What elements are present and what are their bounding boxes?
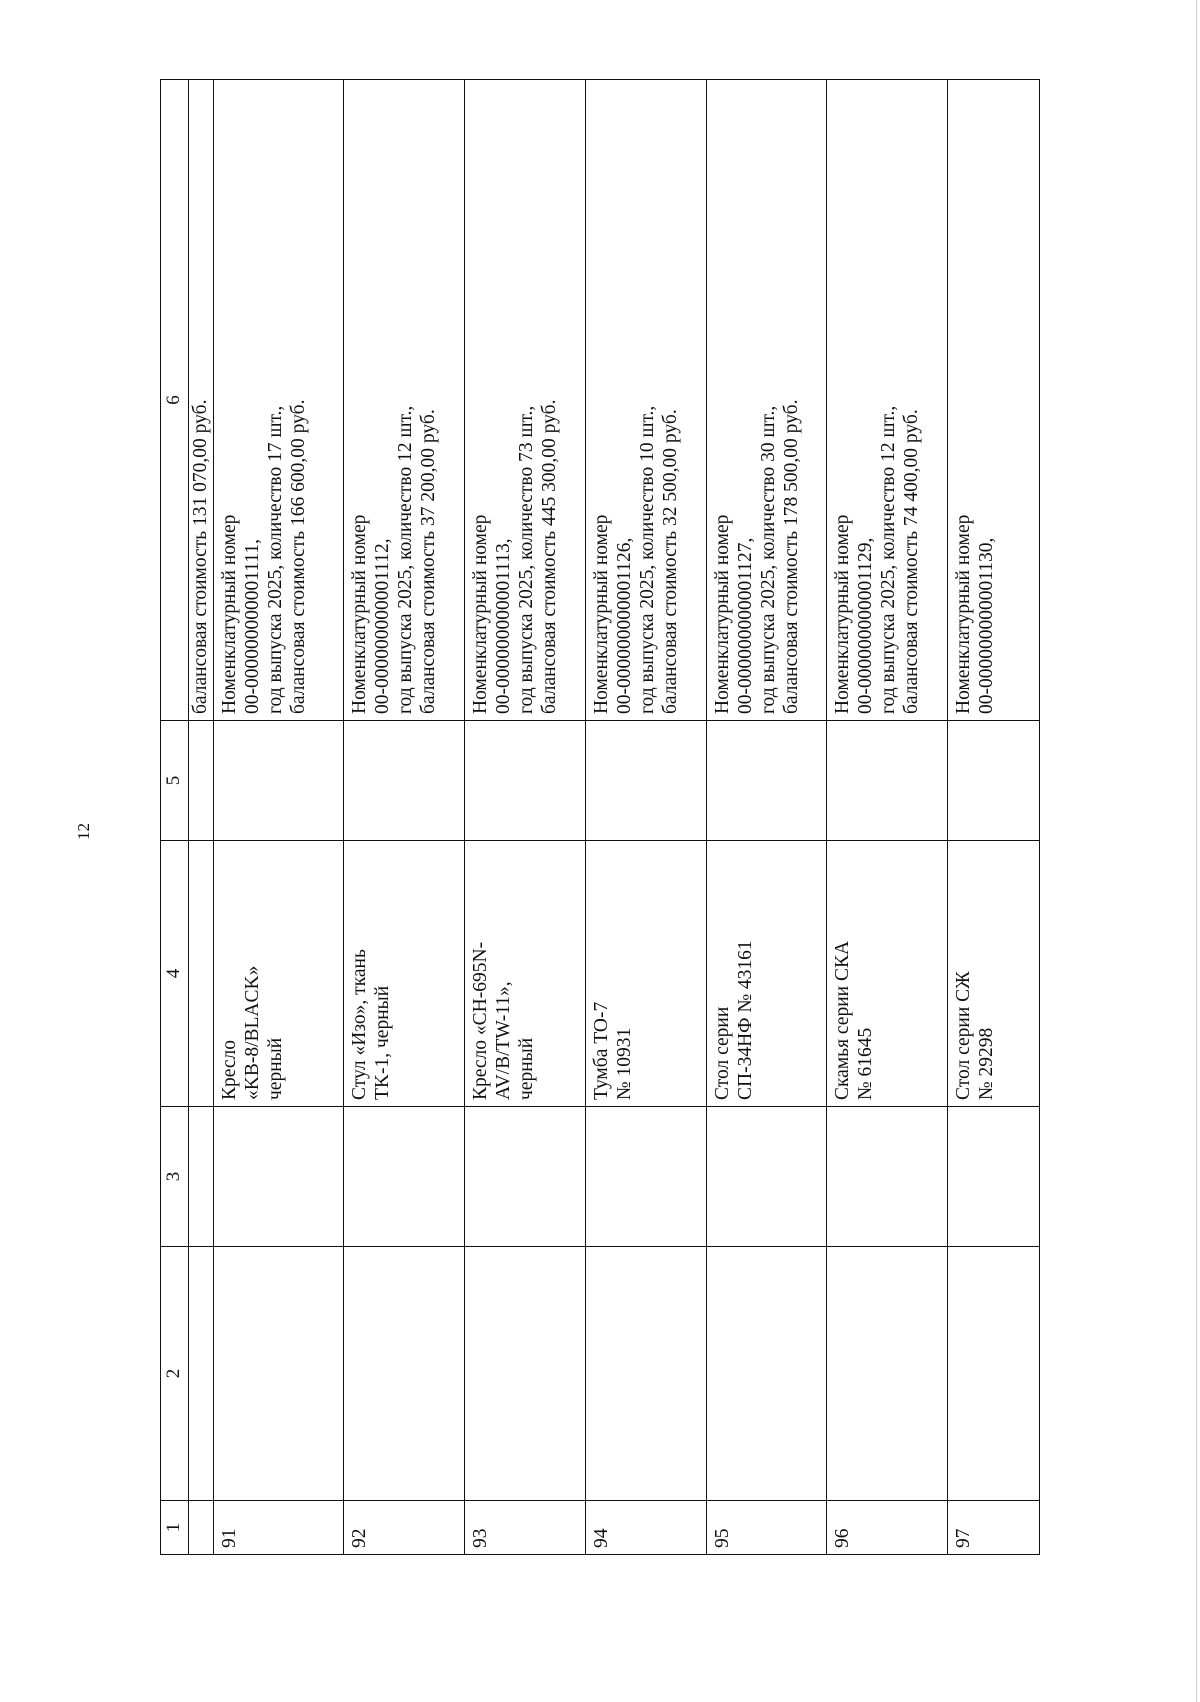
scan-edge-line [1196, 0, 1197, 1702]
item-info-line: год выпуска 2025, количество 12 шт., [878, 405, 900, 714]
item-info-line: балансовая стоимость 178 500,00 руб. [780, 399, 802, 714]
column-header: 3 [161, 1107, 189, 1247]
row-number-cell [947, 1501, 1039, 1555]
item-info-line: Номенклатурный номер [590, 514, 612, 714]
balance-value: балансовая стоимость 131 070,00 руб. [190, 399, 212, 714]
table-cell [585, 721, 706, 841]
item-info-line: балансовая стоимость 74 400,00 руб. [901, 409, 923, 714]
item-info-line: Номенклатурный номер [952, 514, 974, 714]
table-cell [344, 721, 465, 841]
row-number-cell [585, 1501, 706, 1555]
info-cell [189, 80, 214, 721]
item-name-line: черный [264, 1037, 286, 1100]
item-info-line: 00-000000000001126, [613, 537, 635, 714]
column-header: 6 [161, 80, 189, 721]
item-info-line: балансовая стоимость 166 600,00 руб. [287, 399, 309, 714]
table-row [213, 80, 344, 1555]
column-header: 1 [161, 1501, 189, 1555]
header-row [161, 80, 189, 1555]
page-number: 12 [74, 823, 93, 840]
row-number: 91 [218, 1528, 240, 1548]
item-info-line: балансовая стоимость 445 300,00 руб. [539, 399, 561, 714]
item-name-line: TK-1, черный [372, 985, 394, 1100]
table-cell [465, 721, 586, 841]
item-name-cell [585, 841, 706, 1107]
row-number-cell [827, 1501, 948, 1555]
item-name-line: Скамья серии СКА [832, 940, 854, 1100]
row-number: 94 [590, 1528, 612, 1548]
row-number-cell [706, 1501, 827, 1555]
item-name-line: AV/B/TW-11», [493, 981, 515, 1100]
item-name-cell [465, 841, 586, 1107]
registry-table [160, 79, 1040, 1555]
item-name-line: СП-34НФ № 43161 [734, 940, 756, 1100]
continuation-row [189, 80, 214, 1555]
registry-table-body [161, 80, 1040, 1555]
table-cell [706, 1107, 827, 1247]
row-number-cell [213, 1501, 344, 1555]
table-cell [585, 1107, 706, 1247]
item-name-cell [213, 841, 344, 1107]
item-info-cell [706, 80, 827, 721]
table-cell [189, 1247, 214, 1501]
table-row [465, 80, 586, 1555]
table-cell [344, 1247, 465, 1501]
item-name-line: «KB-8/BLACK» [241, 965, 263, 1100]
item-info-cell [213, 80, 344, 721]
item-info-line: балансовая стоимость 37 200,00 руб. [418, 409, 440, 714]
item-info-line: 00-000000000001127, [734, 537, 756, 714]
item-info-line: год выпуска 2025, количество 10 шт., [636, 405, 658, 714]
table-cell [465, 1247, 586, 1501]
table-row [827, 80, 948, 1555]
item-info-line: Номенклатурный номер [711, 514, 733, 714]
table-row [947, 80, 1039, 1555]
item-name-line: № 10931 [613, 1027, 635, 1100]
table-cell [706, 721, 827, 841]
item-name-cell [827, 841, 948, 1107]
item-info-line: 00-000000000001130, [975, 537, 997, 714]
item-info-line: 00-000000000001111, [241, 539, 263, 714]
row-number: 95 [711, 1528, 733, 1548]
item-info-line: 00-000000000001129, [855, 537, 877, 714]
table-cell [189, 721, 214, 841]
item-info-cell [947, 80, 1039, 721]
item-name-line: Кресло [218, 1039, 240, 1100]
item-info-line: год выпуска 2025, количество 17 шт., [264, 405, 286, 714]
item-info-line: год выпуска 2025, количество 30 шт., [757, 405, 779, 714]
row-number: 92 [349, 1528, 371, 1548]
item-name-line: Стол серии [711, 1006, 733, 1100]
table-cell [585, 1247, 706, 1501]
item-info-cell [344, 80, 465, 721]
table-cell [213, 1107, 344, 1247]
table-cell [706, 1247, 827, 1501]
item-name-line: черный [516, 1037, 538, 1100]
item-info-line: балансовая стоимость 32 500,00 руб. [659, 409, 681, 714]
table-cell [189, 1107, 214, 1247]
item-name-cell [706, 841, 827, 1107]
item-info-line: 00-000000000001112, [372, 538, 394, 714]
item-info-line: Номенклатурный номер [470, 514, 492, 714]
item-info-line: год выпуска 2025, количество 73 шт., [516, 405, 538, 714]
table-cell [189, 1501, 214, 1555]
table-cell [827, 1247, 948, 1501]
item-name-line: Стол серии СЖ [952, 971, 974, 1100]
item-info-cell [827, 80, 948, 721]
item-name-line: № 61645 [855, 1027, 877, 1100]
item-name-line: Кресло «CH-695N- [470, 941, 492, 1100]
table-cell [189, 841, 214, 1107]
item-info-cell [585, 80, 706, 721]
row-number-cell [344, 1501, 465, 1555]
row-number: 97 [952, 1528, 974, 1548]
item-info-line: год выпуска 2025, количество 12 шт., [395, 405, 417, 714]
table-cell [827, 1107, 948, 1247]
table-cell [947, 1107, 1039, 1247]
table-cell [947, 1247, 1039, 1501]
item-name-line: № 29298 [975, 1027, 997, 1100]
item-name-cell [344, 841, 465, 1107]
row-number: 93 [470, 1528, 492, 1548]
table-cell [344, 1107, 465, 1247]
table-cell [465, 1107, 586, 1247]
table-cell [213, 1247, 344, 1501]
column-header: 4 [161, 841, 189, 1107]
item-name-line: Тумба ТО-7 [590, 1001, 612, 1100]
item-name-cell [947, 841, 1039, 1107]
table-cell [213, 721, 344, 841]
column-header: 2 [161, 1247, 189, 1501]
table-row [585, 80, 706, 1555]
table-row [344, 80, 465, 1555]
row-number: 96 [832, 1528, 854, 1548]
item-info-line: Номенклатурный номер [218, 514, 240, 714]
table-row [706, 80, 827, 1555]
item-info-line: Номенклатурный номер [832, 514, 854, 714]
table-cell [947, 721, 1039, 841]
rotated-table-container [160, 80, 1040, 1555]
column-header: 5 [161, 721, 189, 841]
item-name-line: Стул «Изо», ткань [349, 949, 371, 1100]
item-info-line: Номенклатурный номер [349, 514, 371, 714]
item-info-line: 00-000000000001113, [493, 538, 515, 714]
table-cell [827, 721, 948, 841]
item-info-cell [465, 80, 586, 721]
row-number-cell [465, 1501, 586, 1555]
